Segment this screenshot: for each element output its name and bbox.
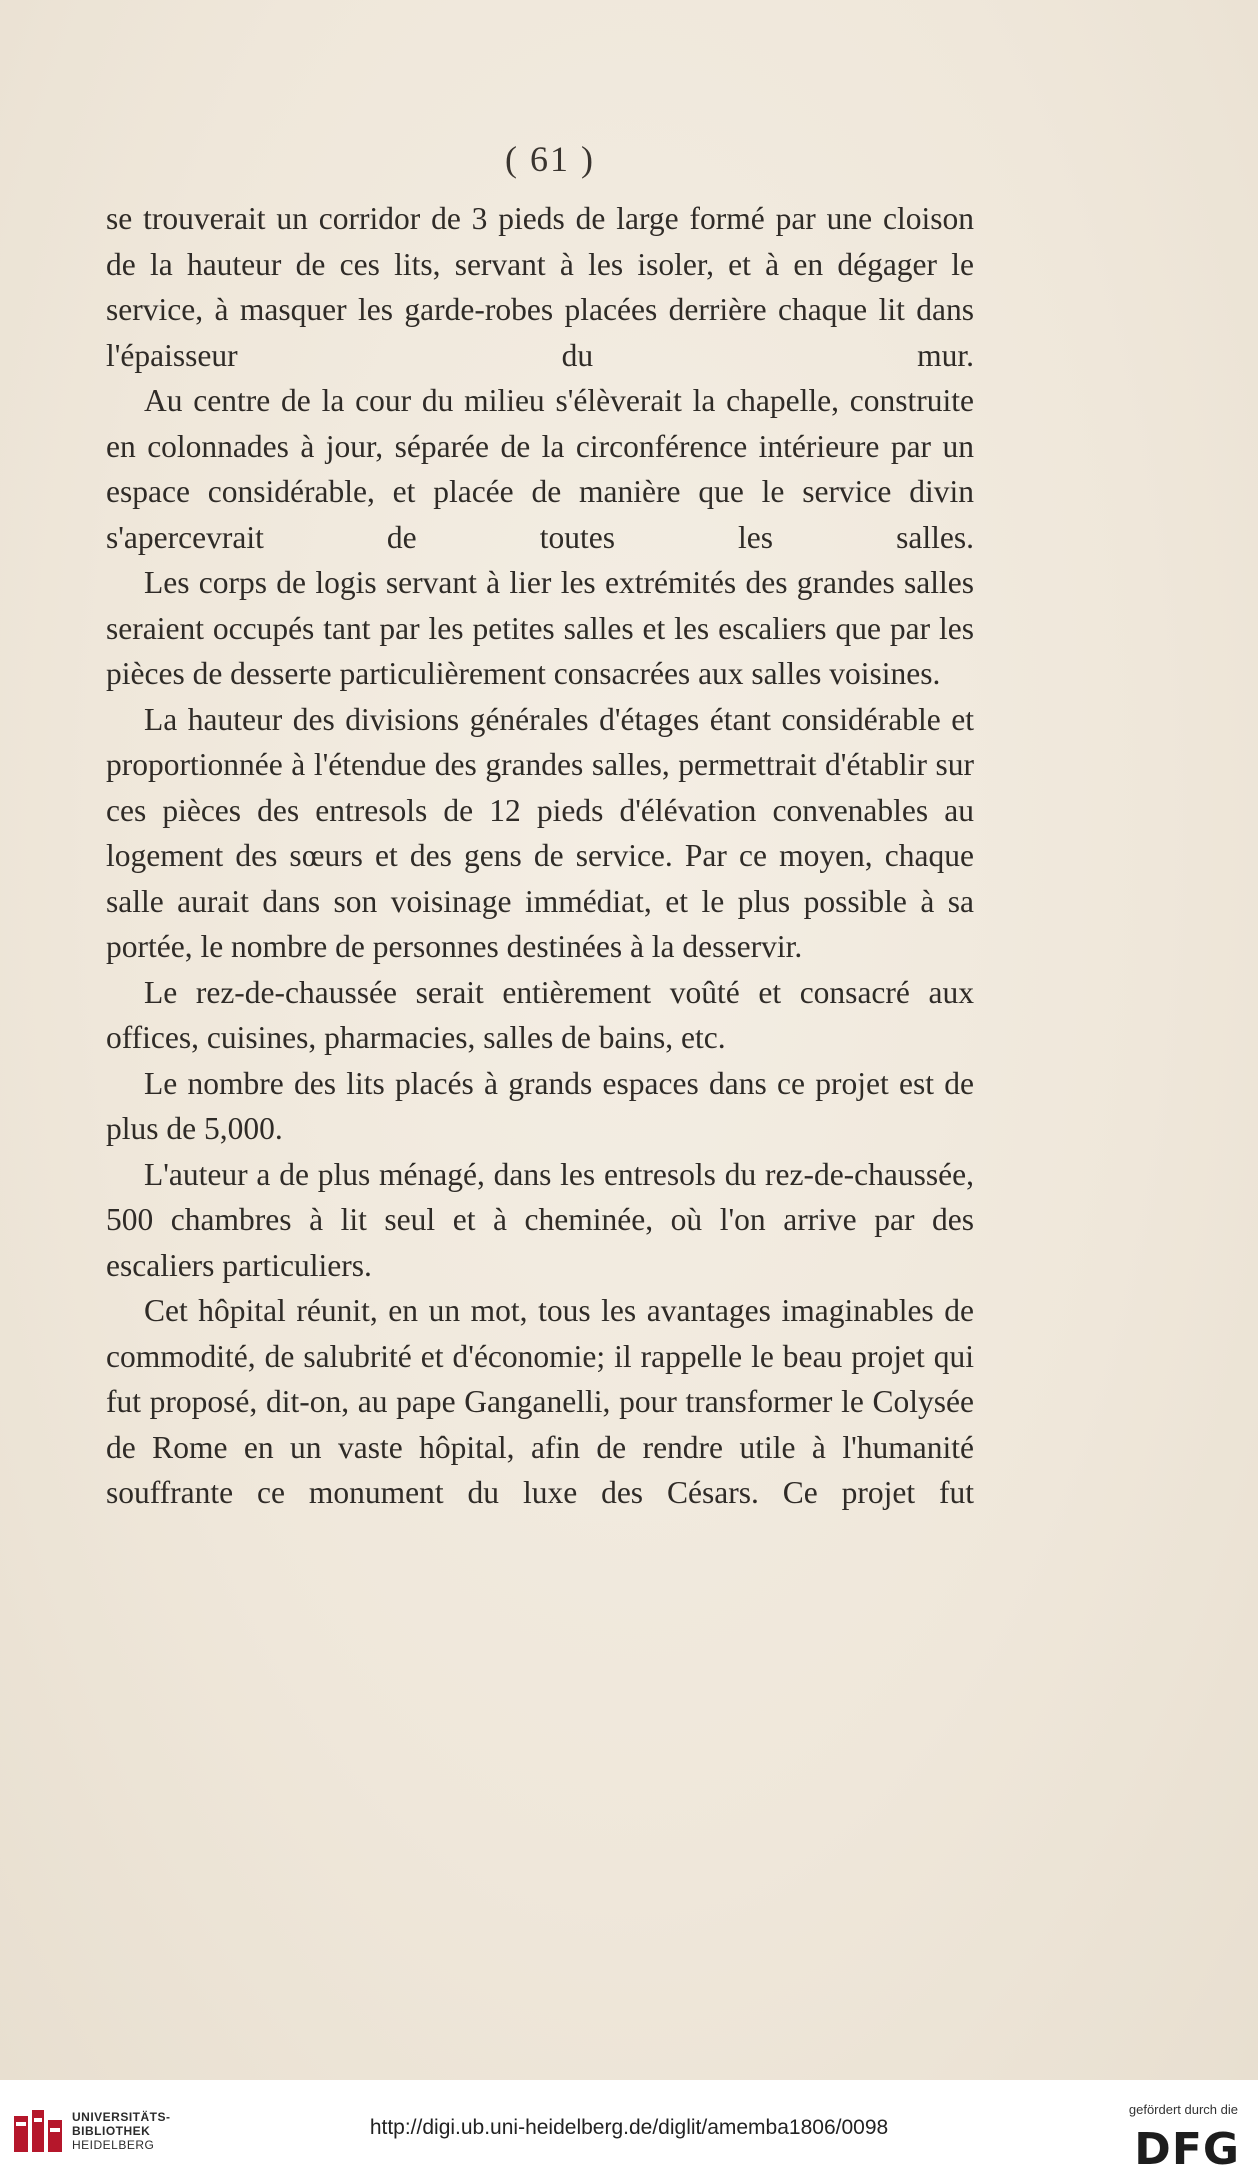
institution-line: BIBLIOTHEK: [72, 2124, 151, 2138]
paragraph: Cet hôpital réunit, en un mot, tous les avantages imaginables de commodité, de salubrité et d'économie; il rappelle le beau projet qui fut proposé, dit-on, au pape Ganganelli, pour transformer le Colysée de Rome en un vaste hôpital, afin de rendre utile à l'humanité souffrante ce monument du luxe des Césars. Ce projet fut: [106, 1293, 974, 1510]
paragraph: se trouverait un corridor de 3 pieds de large formé par une cloison de la hauteur de ces lits, servant à les isoler, et à en dégager le service, à masquer les garde-robes placées derrière chaque lit dans l'épaisseur du mur.: [106, 201, 974, 373]
page-number-header: ( 61 ): [505, 139, 595, 179]
permalink-url[interactable]: http://digi.ub.uni-heidelberg.de/diglit/amemba1806/0098: [369, 2116, 889, 2139]
paragraph: Le nombre des lits placés à grands espaces dans ce projet est de plus de 5,000.: [106, 1065, 974, 1146]
institution-line: UNIVERSITÄTS-: [72, 2110, 171, 2124]
body-text: [106, 196, 974, 1516]
paragraph: Le rez-de-chaussée serait entièrement voûté et consacré aux offices, cuisines, pharmacies, salles de bains, etc.: [106, 974, 974, 1055]
viewer-footer: [0, 2080, 1258, 2182]
paragraph: Les corps de logis servant à lier les extrémités des grandes salles seraient occupés tant par les petites salles et les escaliers que par les pièces de desserte particulièrement consacrées aux salles voisines.: [106, 565, 974, 691]
dfg-logo: DFG: [1134, 2124, 1240, 2175]
paragraph: L'auteur a de plus ménagé, dans les entresols du rez-de-chaussée, 500 chambres à lit seul et à cheminée, où l'on arrive par des escaliers particuliers.: [106, 1156, 974, 1283]
paragraph: La hauteur des divisions générales d'étages étant considérable et proportionnée à l'étendue des grandes salles, permettrait d'établir sur ces pièces des entresols de 12 pieds d'élévation convenables au logement des sœurs et des gens de service. Par ce moyen, chaque salle aurait dans son voisinage immédiat, et le plus possible à sa portée, le nombre de personnes destinées à la desservir.: [106, 701, 974, 964]
institution-line: HEIDELBERG: [72, 2138, 155, 2152]
paragraph: Au centre de la cour du milieu s'élèverait la chapelle, construite en colonnades à jour, séparée de la circonférence intérieure par un espace considérable, et placée de manière que le service divin s'apercevrait de toutes les salles.: [106, 383, 974, 555]
funding-caption: gefördert durch die: [1128, 2102, 1238, 2117]
